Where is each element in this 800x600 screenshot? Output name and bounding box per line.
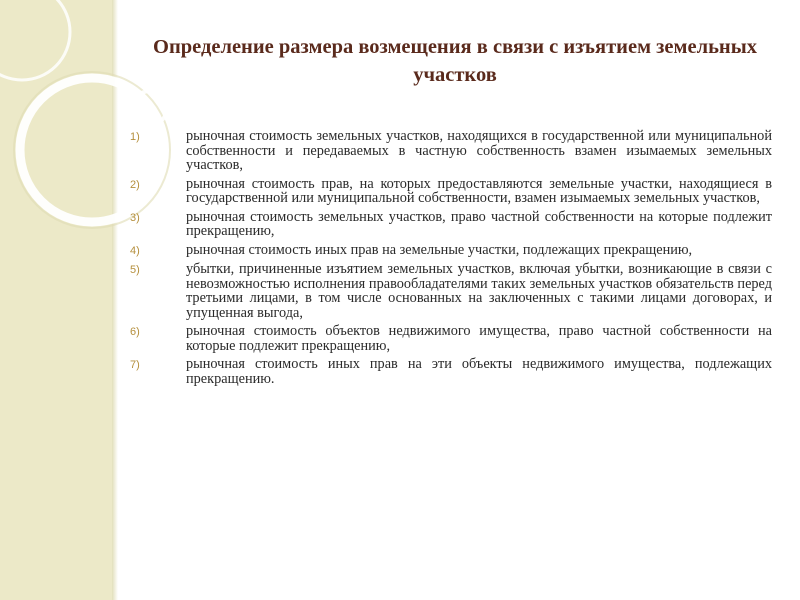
compensation-list	[130, 129, 772, 390]
item-number: 1)	[130, 131, 140, 143]
list-item	[130, 129, 772, 173]
item-number: 5)	[130, 264, 140, 276]
item-number: 3)	[130, 211, 140, 224]
item-number: 4)	[130, 244, 140, 257]
list-item	[130, 357, 772, 386]
item-text: рыночная стоимость иных прав на эти объекты недвижимого имущества, подлежащих прекращению.	[186, 356, 772, 387]
item-number: 7)	[130, 359, 140, 371]
item-text: рыночная стоимость объектов недвижимого имущества, право частной собственности на которые подлежит прекращению,	[186, 323, 772, 354]
list-item	[130, 262, 772, 320]
item-text: убытки, причиненные изъятием земельных участков, включая убытки, возникающие в связи с невозможностью исполнения правообладателями таких земельных участков обязательств перед третьими лицами, в том числе основанных на заключенных с такими лицами договорах, и упущенная выгода,	[186, 261, 772, 321]
item-text: рыночная стоимость прав, на которых предоставляются земельные участки, находящиеся в государственной или муниципальной собственности, взамен изымаемых земельных участков,	[186, 175, 772, 206]
item-text: рыночная стоимость иных прав на земельные участки, подлежащих прекращению,	[186, 241, 693, 258]
item-text: рыночная стоимость земельных участков, находящихся в государственной или муниципальной собственности и передаваемых в частную собственность взамен изымаемых земельных участков,	[186, 128, 772, 173]
list-item	[130, 210, 772, 239]
list-item	[130, 243, 772, 259]
item-text: рыночная стоимость земельных участков, право частной собственности на которые подлежит прекращению,	[186, 208, 772, 239]
list-item	[130, 324, 772, 353]
list-item	[130, 177, 772, 206]
item-number: 6)	[130, 326, 140, 338]
item-number: 2)	[130, 178, 140, 191]
upper-ring	[0, 0, 70, 80]
slide-title: Определение размера возмещения в связи с изъятием земельных участков	[153, 36, 757, 86]
